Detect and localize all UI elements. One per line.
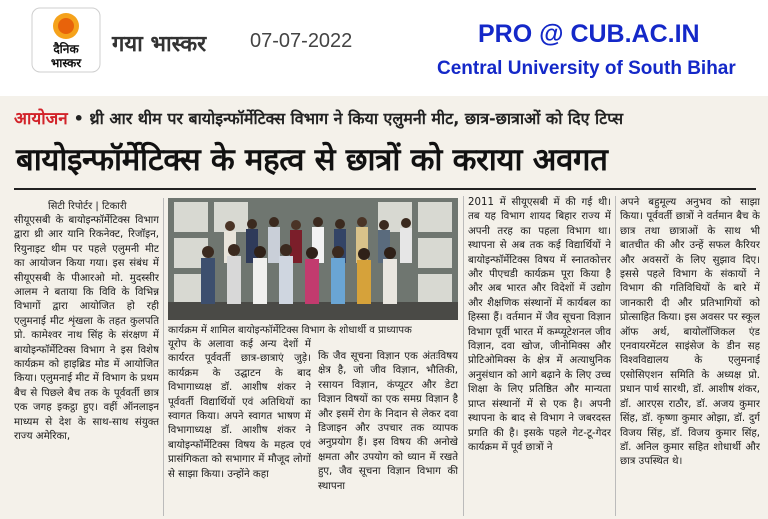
article-column-5: अपने बहुमूल्य अनुभव को साझा किया। पूर्ववर्ती छात्रों ने वर्तमान बैच के छात्र तथा छात्राओं के साथ भी बातचीत की और उन्हें सफल कैरियर और अवसरों के लिए सुझाव दिए। इससे पहले विभाग के संकायों ने विभाग की गतिविधियों के बारे में जानकारी दी और प्रतिभागियों को प्रोत्साहित किया। इस अवसर पर स्कूल ऑफ अर्थ, बायोलॉजिकल एंड एनवायरमेंटल साइंसेज के डीन सह विश्वविद्यालय के एलुमनाई एसोसिएशन समिति के अध्यक्ष प्रो. प्रधान पार्थ सारथी, डॉ. आशीष शंकर, डॉ. आरएस राठौर, डॉ. अजय कुमार सिंह, डॉ. कृष्णा कुमार ओझा, डॉ. दुर्ग विजय सिंह, डॉ. विजय कुमार सिंह, डॉ. अनिल कुमार सहित शोधार्थी और छात्र उपस्थित थे। [620, 197, 760, 468]
byline: सिटी रिपोर्टर | टिकारी [48, 201, 127, 212]
article-headline: बायोइन्फॉर्मेटिक्स के महत्व से छात्रों को कराया अवगत [16, 142, 608, 178]
masthead-header [0, 0, 768, 96]
pro-contact: PRO @ CUB.AC.IN [478, 20, 700, 48]
article-column-4: 2011 में सीयूएसबी में की गई थी। तब यह विभाग शायद बिहार राज्य में अपनी तरह का पहला विभाग था। स्थापना से अब तक कई विद्यार्थियों ने बायोइन्फॉर्मेटिक्स विषय में स्नातकोत्तर और पीएचडी कार्यक्रम पूरा किया है और अब भारत और विदेशों में उद्योग और शैक्षणिक संस्थानों में कार्यबल का हिस्सा हैं। वर्तमान में जैव सूचना विज्ञान विभाग पूर्वी भारत में कम्प्यूटेशनल जीव विज्ञान, दवा खोज, जीनोमिक्स और प्रोटिओमिक्स के क्षेत्र में अत्याधुनिक अनुसंधान को आगे बढ़ाने के लिए उच्च शिक्षा के लिए प्रतिष्ठित और मान्यता प्राप्त संस्थानों में से एक है। अपनी स्थापना के बाद से विभाग ने जबरदस्त प्रगति की है। इसके पहले गेट-टू-गेदर कार्यक्रम में पूर्व छात्रों ने [468, 197, 611, 453]
edition-name: गया भास्कर [112, 32, 207, 57]
article-column-2: यूरोप के अलावा कई अन्य देशों में कार्यरत पूर्ववर्ती छात्र-छात्राएं जुड़े। कार्यक्रम के उद्घाटन के बाद विभागाध्यक्ष डॉ. आशीष शंकर ने पूर्ववर्ती विद्यार्थियों एवं अतिथियों का स्वागत किया। अपने स्वागत भाषण में विभागाध्यक्ष डॉ. आशीष शंकर ने बायोइन्फॉर्मेटिक्स विषय के महत्व एवं प्रासंगिकता को सभागार में मौजूद लोगों से साझा किया। उन्होंने कहा [168, 339, 311, 480]
logo-line-1: दैनिक [53, 42, 79, 56]
group-photo [168, 198, 458, 320]
article-column-3: कि जैव सूचना विज्ञान एक अंतःविषय क्षेत्र है, जो जीव विज्ञान, भौतिकी, रसायन विज्ञान, कंप्यूटर और डेटा विज्ञान विषयों का एक समग्र विज्ञान है और इसमें रोग के निदान से लेकर दवा डिजाइन और उपचार तक व्यापक अनुप्रयोग हैं। इस विषय की अनोखे क्षमता और उपयोग को ध्यान में रखते हुए, जैव सूचना विज्ञान विभाग की स्थापना [318, 351, 458, 492]
dainik-bhaskar-logo [30, 6, 102, 74]
section-tag: आयोजन [14, 109, 68, 129]
column-divider [163, 198, 164, 516]
photo-caption: कार्यक्रम में शामिल बायोइन्फॉर्मेटिक्स विभाग के शोधार्थी व प्राध्यापक [168, 325, 412, 336]
headline-rule [14, 188, 756, 190]
article-column-1: सीयूएसबी के बायोइन्फॉर्मेटिक्स विभाग द्वारा थ्री आर यानि रिकनेक्ट, रिजॉइन, रियुनाइट थीम पर पहले एलुमनी मीट का आयोजन किया गया। इस संबंध में सीयूएसबी के पीआरओ मो. मुदस्सीर आलम ने बताया कि विवि के विभिन्न विभागों द्वारा आयोजित हो रही एलुमनाई मीट शृंखला के तहत कुलपति प्रो. कामेश्वर नाथ सिंह के संरक्षण में बायोइन्फॉर्मेटिक्स विभाग ने इस विशेष कार्यक्रम को हाइब्रिड मोड में आयोजित किया। एलुमनाई मीट में विभाग के प्रथम बैच से पिछले बैच तक के पूर्ववर्ती छात्र एक जगह इकट्ठा हुए। वहीं ऑनलाइन माध्यम से देश के साथ-साथ संयुक्त राज्य अमेरिका, [14, 215, 159, 443]
people-back-row [224, 217, 412, 263]
column-divider [463, 196, 464, 516]
university-name: Central University of South Bihar [437, 58, 736, 79]
kicker-line: आयोजन • थ्री आर थीम पर बायोइन्फॉर्मेटिक्स विभाग ने किया एलुमनी मीट, छात्र-छात्राओं को दिए टिप्स [14, 109, 624, 129]
publication-date: 07-07-2022 [250, 30, 353, 52]
kicker-text: थ्री आर थीम पर बायोइन्फॉर्मेटिक्स विभाग ने किया एलुमनी मीट, छात्र-छात्राओं को दिए टिप्स [89, 109, 624, 128]
logo-line-2: भास्कर [50, 56, 82, 70]
column-divider [615, 196, 616, 516]
